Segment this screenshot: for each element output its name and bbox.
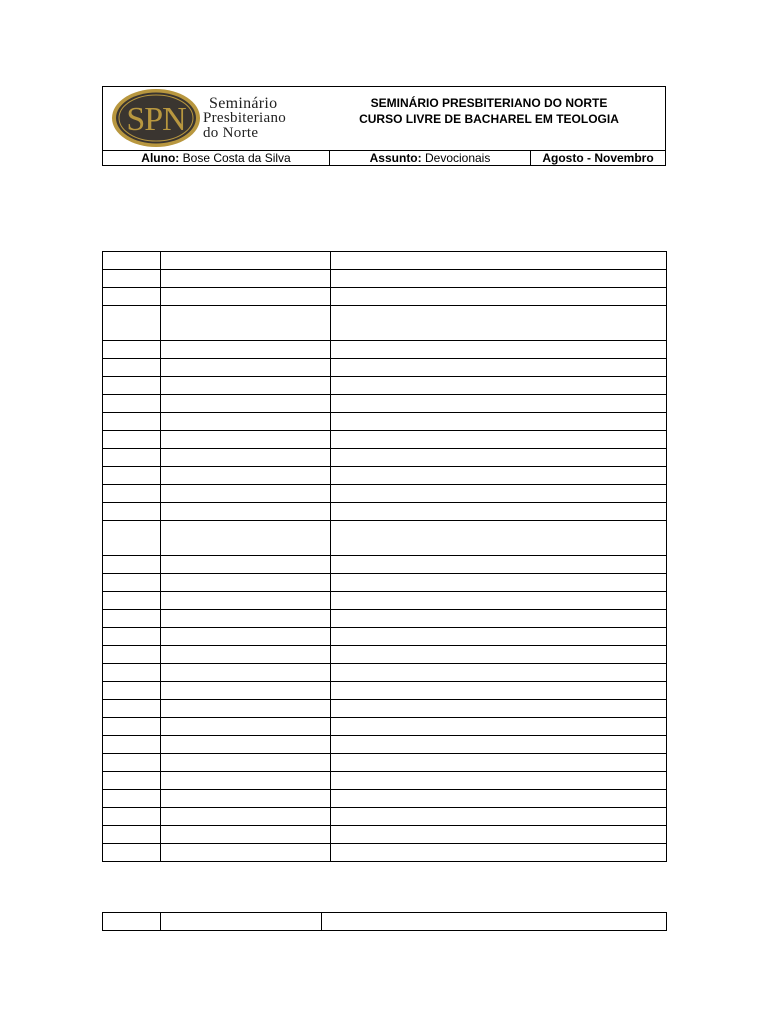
- student-cell: [103, 151, 330, 166]
- table-row: [103, 844, 667, 862]
- table-cell: [103, 574, 161, 592]
- table-cell: [103, 592, 161, 610]
- table-row: [103, 646, 667, 664]
- table-cell: [161, 808, 331, 826]
- table-row: [103, 503, 667, 521]
- table-cell: [161, 700, 331, 718]
- table-cell: [331, 754, 667, 772]
- table-cell: [161, 844, 331, 862]
- table-cell: [331, 306, 667, 341]
- table-cell: [331, 341, 667, 359]
- table-cell: [103, 270, 161, 288]
- table-cell: [103, 521, 161, 556]
- table-cell: [331, 574, 667, 592]
- table-cell: [103, 628, 161, 646]
- table-cell: [331, 556, 667, 574]
- table-row: [103, 377, 667, 395]
- table-cell: [103, 467, 161, 485]
- info-row: [103, 150, 665, 166]
- student-label: Aluno:: [141, 151, 180, 165]
- table-cell: [331, 270, 667, 288]
- table-row: [103, 556, 667, 574]
- table-cell: [103, 395, 161, 413]
- table-cell: [103, 826, 161, 844]
- table-cell: [161, 359, 331, 377]
- document-title: [339, 95, 639, 127]
- table-row: [103, 790, 667, 808]
- table-cell: [331, 431, 667, 449]
- table-cell: [161, 772, 331, 790]
- table-cell: [331, 844, 667, 862]
- subject-label: Assunto:: [369, 151, 422, 165]
- table-row: [103, 628, 667, 646]
- table-cell: [103, 252, 161, 270]
- table-row: [103, 252, 667, 270]
- table-cell: [103, 754, 161, 772]
- table-row: [103, 449, 667, 467]
- table-cell: [161, 413, 331, 431]
- table-cell: [331, 646, 667, 664]
- table-cell: [161, 556, 331, 574]
- title-line-1: SEMINÁRIO PRESBITERIANO DO NORTE: [370, 96, 608, 110]
- table-cell: [161, 485, 331, 503]
- table-cell: [103, 359, 161, 377]
- table-row: [103, 592, 667, 610]
- table-cell: [331, 736, 667, 754]
- table-cell: [161, 467, 331, 485]
- table-cell: [103, 377, 161, 395]
- table-cell: [103, 772, 161, 790]
- table-cell: [331, 485, 667, 503]
- spn-emblem-icon: [111, 88, 201, 148]
- table-cell: [331, 682, 667, 700]
- document-header: [102, 86, 666, 166]
- table-cell: [331, 592, 667, 610]
- svg-text:SPN: SPN: [126, 101, 186, 138]
- table-cell: [161, 628, 331, 646]
- table-cell: [161, 431, 331, 449]
- table-cell: [331, 628, 667, 646]
- table-row: [103, 700, 667, 718]
- table-cell: [103, 341, 161, 359]
- table-cell: [103, 449, 161, 467]
- table-row: [103, 682, 667, 700]
- logo-line-1: Seminário: [209, 95, 278, 112]
- table-cell: [331, 700, 667, 718]
- table-row: [103, 467, 667, 485]
- table-cell: [103, 808, 161, 826]
- table-cell: [103, 913, 161, 931]
- table-cell: [161, 377, 331, 395]
- table-cell: [103, 664, 161, 682]
- title-line-2: CURSO LIVRE DE BACHAREL EM TEOLOGIA: [359, 112, 619, 126]
- table-row: [103, 395, 667, 413]
- table-cell: [161, 252, 331, 270]
- table-cell: [161, 826, 331, 844]
- table-cell: [331, 377, 667, 395]
- table-cell: [331, 413, 667, 431]
- table-cell: [161, 288, 331, 306]
- table-cell: [103, 556, 161, 574]
- table-cell: [161, 592, 331, 610]
- table-cell: [161, 754, 331, 772]
- table-row: [103, 574, 667, 592]
- logo-line-3: do Norte: [203, 125, 259, 141]
- table-cell: [161, 521, 331, 556]
- logo-wordmark: [203, 96, 323, 141]
- table-row: [103, 610, 667, 628]
- table-row: [103, 754, 667, 772]
- table-cell: [161, 664, 331, 682]
- secondary-table: [102, 912, 667, 931]
- student-name: Bose Costa da Silva: [182, 151, 291, 165]
- table-cell: [331, 826, 667, 844]
- table-cell: [161, 610, 331, 628]
- table-cell: [103, 610, 161, 628]
- table-cell: [103, 700, 161, 718]
- table-cell: [331, 252, 667, 270]
- table-cell: [331, 790, 667, 808]
- table-cell: [161, 718, 331, 736]
- table-row: [103, 270, 667, 288]
- devotional-table: [102, 251, 667, 862]
- table-cell: [161, 449, 331, 467]
- table-cell: [103, 736, 161, 754]
- table-cell: [103, 844, 161, 862]
- table-cell: [103, 682, 161, 700]
- table-row: [103, 718, 667, 736]
- subject-cell: [330, 151, 531, 166]
- table-cell: [331, 395, 667, 413]
- table-cell: [103, 431, 161, 449]
- table-cell: [331, 449, 667, 467]
- table-cell: [103, 288, 161, 306]
- table-cell: [103, 646, 161, 664]
- table-cell: [331, 664, 667, 682]
- table-cell: [103, 413, 161, 431]
- table-row: [103, 359, 667, 377]
- table-row: [103, 288, 667, 306]
- table-row: [103, 431, 667, 449]
- table-cell: [161, 736, 331, 754]
- table-row: [103, 341, 667, 359]
- table-cell: [331, 288, 667, 306]
- subject-value: Devocionais: [424, 151, 491, 165]
- table-row: [103, 413, 667, 431]
- table-cell: [103, 718, 161, 736]
- logo-line-2: Presbiteriano: [203, 110, 287, 126]
- table-row: [103, 772, 667, 790]
- table-cell: [331, 808, 667, 826]
- table-cell: [161, 790, 331, 808]
- table-cell: [161, 341, 331, 359]
- table-row: [103, 808, 667, 826]
- table-cell: [161, 913, 322, 931]
- table-cell: [331, 467, 667, 485]
- table-cell: [161, 682, 331, 700]
- table-row: [103, 306, 667, 341]
- table-cell: [103, 790, 161, 808]
- seminary-logo: [111, 88, 321, 148]
- table-row: [103, 826, 667, 844]
- table-cell: [322, 913, 667, 931]
- table-cell: [331, 718, 667, 736]
- period-cell: Agosto - Novembro: [542, 151, 654, 165]
- table-cell: [103, 306, 161, 341]
- table-cell: [103, 503, 161, 521]
- table-row: [103, 485, 667, 503]
- table-cell: [161, 306, 331, 341]
- table-cell: [331, 521, 667, 556]
- table-row: [103, 736, 667, 754]
- table-cell: [331, 359, 667, 377]
- table-cell: [161, 646, 331, 664]
- table-cell: [331, 610, 667, 628]
- table-cell: [161, 395, 331, 413]
- table-row: [103, 521, 667, 556]
- table-cell: [161, 270, 331, 288]
- table-cell: [103, 485, 161, 503]
- table-cell: [161, 574, 331, 592]
- table-cell: [161, 503, 331, 521]
- table-row: [103, 913, 667, 931]
- header-top-row: [103, 87, 665, 150]
- table-cell: [331, 772, 667, 790]
- table-row: [103, 664, 667, 682]
- table-cell: [331, 503, 667, 521]
